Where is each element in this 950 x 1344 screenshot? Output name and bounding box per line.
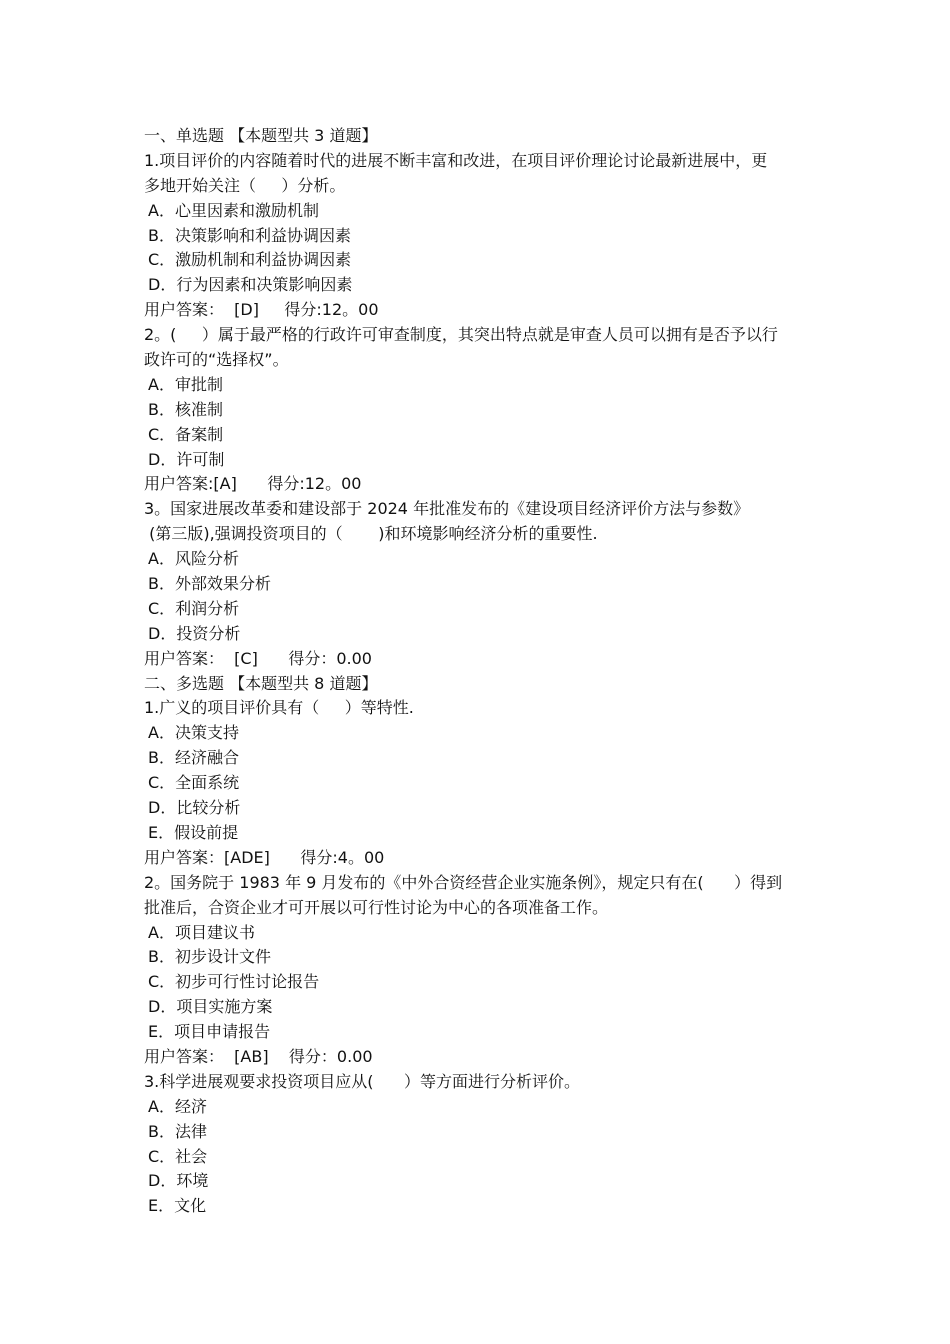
question-text: 政许可的“选择权”。 <box>144 350 289 370</box>
answer-option: D．许可制 <box>148 449 225 469</box>
user-answer-line: 用户答案：[ADE] 得分:4。00 <box>144 847 385 867</box>
answer-option: D．行为因素和决策影响因素 <box>148 275 353 295</box>
user-answer-line: 用户答案： [AB] 得分：0.00 <box>144 1046 373 1066</box>
answer-option: C．利润分析 <box>148 598 240 618</box>
answer-option: C．社会 <box>148 1146 208 1166</box>
question-text: 3。国家进展改革委和建设部于 2024 年批准发布的《建设项目经济评价方法与参数》 <box>144 499 750 519</box>
user-answer-line: 用户答案:[A] 得分:12。00 <box>144 474 362 494</box>
answer-option: C．全面系统 <box>148 773 240 793</box>
exam-document <box>144 124 814 1219</box>
answer-option: E．项目申请报告 <box>148 1022 271 1042</box>
user-answer-line: 用户答案： [C] 得分：0.00 <box>144 648 372 668</box>
answer-option: C．初步可行性讨论报告 <box>148 972 320 992</box>
answer-option: A．心里因素和激励机制 <box>148 200 319 220</box>
answer-option: D．项目实施方案 <box>148 997 273 1017</box>
answer-option: B．法律 <box>148 1121 207 1141</box>
answer-option: A．决策支持 <box>148 723 239 743</box>
answer-option: A．风险分析 <box>148 549 239 569</box>
answer-option: E．文化 <box>148 1196 207 1216</box>
user-answer-line: 用户答案： [D] 得分:12。00 <box>144 300 379 320</box>
answer-option: B．经济融合 <box>148 748 239 768</box>
answer-option: D．投资分析 <box>148 623 241 643</box>
answer-option: B．核准制 <box>148 399 223 419</box>
answer-option: A．项目建议书 <box>148 922 255 942</box>
question-text: 多地开始关注（ ）分析。 <box>144 175 346 195</box>
question-text: 3.科学进展观要求投资项目应从( ）等方面进行分析评价。 <box>144 1071 581 1091</box>
answer-option: D．环境 <box>148 1171 209 1191</box>
answer-option: C．激励机制和利益协调因素 <box>148 250 352 270</box>
question-text: 批准后，合资企业才可开展以可行性讨论为中心的各项准备工作。 <box>144 897 609 917</box>
answer-option: E．假设前提 <box>148 822 239 842</box>
answer-option: D．比较分析 <box>148 798 241 818</box>
section-heading: 二、多选题 【本题型共 8 道题】 <box>144 673 378 693</box>
section-heading: 一、单选题 【本题型共 3 道题】 <box>144 126 378 145</box>
question-text: 1.广义的项目评价具有（ ）等特性. <box>144 698 414 718</box>
answer-option: B．外部效果分析 <box>148 574 271 594</box>
answer-option: B．初步设计文件 <box>148 947 271 967</box>
answer-option: B．决策影响和利益协调因素 <box>148 225 351 245</box>
answer-option: C．备案制 <box>148 424 224 444</box>
question-text: (第三版),强调投资项目的（ )和环境影响经济分析的重要性. <box>144 524 598 544</box>
question-text: 1.项目评价的内容随着时代的进展不断丰富和改进，在项目评价理论讨论最新进展中，更 <box>144 150 768 170</box>
answer-option: A．审批制 <box>148 374 223 394</box>
question-text: 2。( ）属于最严格的行政许可审查制度，其突出特点就是审查人员可以拥有是否予以行 <box>144 325 778 345</box>
answer-option: A．经济 <box>148 1096 207 1116</box>
question-text: 2。国务院于 1983 年 9 月发布的《中外合资经营企业实施条例》，规定只有在( ）得到 <box>144 872 783 892</box>
